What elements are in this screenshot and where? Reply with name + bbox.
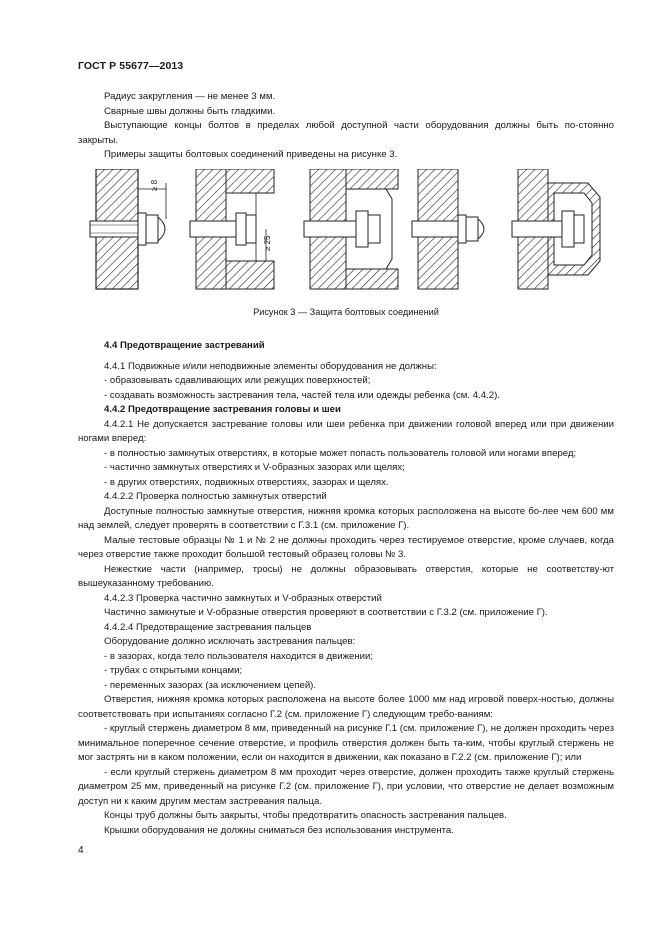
para-openings: Отверстия, нижняя кромка которых расположена на высоте более 1000 мм над игровой поверх-ностью, должны соответствовать при испытаниях согласно Г.2 (см. приложение Г) следующим требо-ваниям: — [78, 694, 614, 720]
para-rod-1: - круглый стержень диаметром 8 мм, приведенный на рисунке Г.1 (см. приложение Г), не должен проходить через минимальное поперечное сечение отверстие, и профиль отверстия должен быть та-ким, чтобы круглый стержень не мог застрять ни в каком положении, если он находится в движении, как показано в Г.2.2 (см. приложение Г); или — [78, 723, 614, 763]
para-4-4-2-4: Оборудование должно исключать застревания пальцев: — [104, 636, 356, 647]
bolt-protection-drawing — [78, 169, 614, 299]
para-covers: Крышки оборудования не должны сниматься без использования инструмента. — [104, 824, 454, 836]
page-content — [78, 90, 614, 838]
heading-4-4-2-2: 4.4.2.2 Проверка полностью замкнутых отверстий — [104, 491, 327, 502]
para-4-4-2-2-b: Малые тестовые образцы № 1 и № 2 не должны проходить через тестируемое отверстие, кроме случаев, когда через отверстие также проходит большой тестовый образец головы № 3. — [78, 534, 614, 560]
para-4-4-2-1: 4.4.2.1 Не допускается застревание головы или шеи ребенка при движении головой вперед или при движении ногами вперед: — [78, 418, 614, 444]
para-rod-2: - если круглый стержень диаметром 8 мм проходит через отверстие, должен проходить также круглый стержень диаметром 25 мм, приведенный на рисунке Г.2 (см. приложение Г), при условии, что отверстие не делает возможным доступ ни к каким другим местам застревания пальца. — [78, 766, 614, 807]
bolt-variant-1 — [90, 169, 166, 289]
figure-caption: Рисунок 3 — Защита болтовых соединений — [253, 306, 439, 317]
dimension-top-label: ≥ 8 — [150, 179, 159, 191]
section-heading-4-4: 4.4 Предотвращение застреваний — [104, 340, 265, 351]
list-item: - в зазорах, когда тело пользователя находится в движении; — [104, 650, 374, 662]
figure-3 — [78, 169, 614, 299]
dimension-side-label: ≥ 25 — [263, 234, 272, 251]
intro-line-1: Радиус закругления — не менее 3 мм. — [104, 91, 276, 102]
list-item: - в других отверстиях, подвижных отверстиях, зазорах и щелях. — [104, 476, 389, 488]
section-heading-4-4-2: 4.4.2 Предотвращение застревания головы и шеи — [104, 404, 341, 415]
para-4-4-2-2-a: Доступные полностью замкнутые отверстия, нижняя кромка которых расположена на высоте бо-лее чем 600 мм над землей, следует проверять в соответствии с Г.3.1 (см. приложение Г). — [78, 505, 614, 531]
heading-4-4-2-3: 4.4.2.3 Проверка частично замкнутых и V-образных отверстий — [104, 592, 382, 604]
bolt-variant-4 — [412, 169, 484, 289]
list-item: - создавать возможность застревания тела, частей тела или одежды ребенка (см. 4.4.2). — [104, 389, 500, 401]
heading-4-4-2-4: 4.4.2.4 Предотвращение застревания пальцев — [104, 621, 312, 633]
list-item: - в полностью замкнутых отверстиях, в которые может попасть пользователь головой или ногами вперед; — [104, 447, 577, 459]
list-item: - трубах с открытыми концами; — [104, 665, 243, 676]
bolt-variant-3 — [304, 169, 398, 289]
intro-line-4: Примеры защиты болтовых соединений приведены на рисунке 3. — [104, 149, 398, 160]
page-number: 4 — [78, 845, 84, 856]
intro-line-3: Выступающие концы болтов в пределах любой доступной части оборудования должны быть по-стоянно закрыты. — [78, 120, 614, 146]
para-4-4-1: 4.4.1 Подвижные и/или неподвижные элементы оборудования не должны: — [104, 360, 437, 372]
bolt-variant-2 — [190, 169, 274, 289]
para-4-4-2-3: Частично замкнутые и V-образные отверстия проверяют в соответствии с Г.3.2 (см. приложение Г). — [104, 607, 548, 618]
list-item: - частично замкнутых отверстиях и V-образных зазорах или щелях; — [104, 462, 405, 473]
bolt-variant-5 — [512, 169, 600, 289]
document-header: ГОСТ Р 55677—2013 — [78, 60, 184, 72]
intro-line-2: Сварные швы должны быть гладкими. — [104, 105, 276, 117]
para-4-4-2-2-c: Нежесткие части (например, тросы) не должны образовывать отверстия, которые не соответству-ют вышеуказанному требованию. — [78, 563, 614, 589]
list-item: - образовывать сдавливающих или режущих поверхностей; — [104, 375, 371, 386]
list-item: - переменных зазорах (за исключением цепей). — [104, 679, 317, 691]
para-tube-ends: Концы труб должны быть закрыты, чтобы предотвратить опасность застревания пальцев. — [104, 810, 507, 821]
